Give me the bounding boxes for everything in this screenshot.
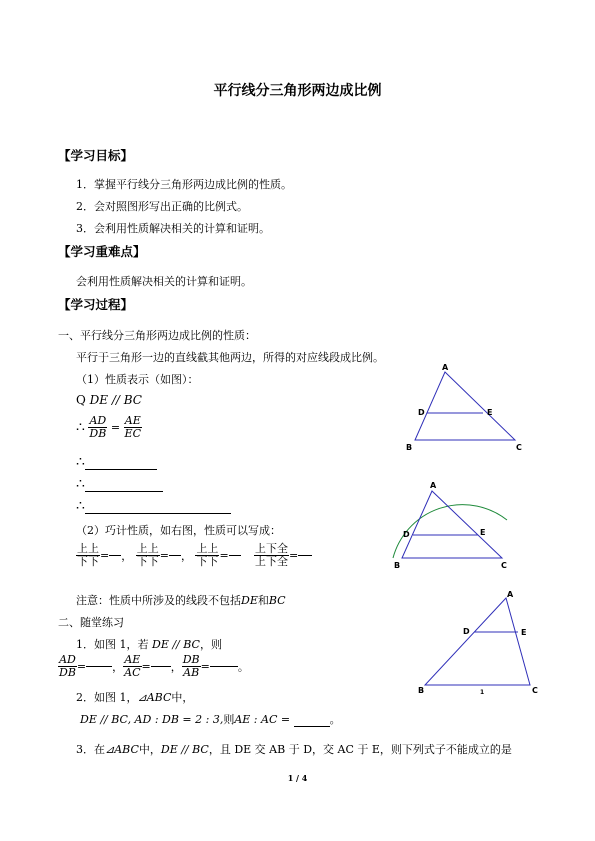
question-2-condition	[80, 711, 341, 727]
q3-b: 中，	[138, 743, 161, 756]
label-c: C	[516, 443, 522, 452]
q2-condition: DE // BC, AD : DB = 2 : 3,	[80, 713, 224, 726]
q2-triangle: ⊿ABC	[137, 691, 172, 704]
memory-formula-4	[254, 543, 312, 568]
section-1-title: 一、平行线分三角形两边成比例的性质：	[58, 329, 256, 342]
q2-text: 2．如图 1，	[76, 691, 138, 704]
answer-blank[interactable]	[109, 555, 121, 556]
therefore-symbol: ∴	[76, 454, 85, 470]
question-1	[76, 636, 222, 652]
equals-sign: =	[200, 660, 210, 673]
q2-ze: 则	[223, 713, 235, 726]
label-a: A	[430, 481, 437, 490]
label-d: D	[463, 627, 470, 636]
blank-line-1	[76, 454, 157, 470]
page-number: 1 / 4	[287, 773, 308, 783]
label-e: E	[487, 408, 493, 417]
q3-c: ，且 DE 交 AB 于 D，交 AC 于 E，则下列式子不能成立的是	[208, 743, 512, 756]
equals-sign: =	[159, 549, 169, 562]
frac-numerator: 上下全	[255, 542, 288, 555]
proportion-line	[76, 415, 142, 440]
goals-heading: 【学习目标】	[58, 148, 134, 163]
memory-frac-2	[136, 543, 160, 568]
label-c: C	[501, 561, 507, 570]
page-title: 平行线分三角形两边成比例	[213, 83, 382, 99]
frac-denominator: AC	[124, 666, 141, 679]
frac-denominator: AB	[183, 666, 200, 679]
equals-sign: =	[110, 421, 121, 434]
process-heading: 【学习过程】	[58, 297, 134, 312]
frac-numerator: 上上	[136, 542, 159, 555]
q3-condition: DE // BC	[160, 743, 209, 756]
triangle-abc	[425, 598, 530, 685]
question-1-blanks	[58, 654, 249, 679]
figure-caption: 1	[480, 689, 485, 696]
goal-item-1: 1．掌握平行线分三角形两边成比例的性质。	[76, 178, 292, 191]
therefore-symbol: ∴	[76, 419, 85, 436]
therefore-symbol: ∴	[76, 498, 85, 514]
frac-denominator: 上下全	[255, 555, 288, 568]
goal-item-3: 3．会利用性质解决相关的计算和证明。	[76, 222, 270, 235]
q1-frac-ad-db	[58, 654, 77, 679]
goal-item-2: 2．会对照图形写出正确的比例式。	[76, 200, 248, 213]
figure-triangle-2	[385, 478, 535, 576]
frac-numerator: 上上	[77, 542, 99, 555]
answer-blank[interactable]	[210, 666, 238, 667]
key-text: 会利用性质解决相关的计算和证明。	[76, 275, 252, 288]
answer-blank[interactable]	[85, 469, 157, 470]
note-de: DE	[241, 594, 258, 607]
label-e: E	[521, 628, 527, 637]
arc-mnemonic	[393, 505, 507, 558]
equals-sign: =	[289, 549, 299, 562]
label-d: D	[403, 530, 410, 539]
note-and: 和	[257, 594, 269, 607]
answer-blank[interactable]	[169, 555, 181, 556]
q3-a: 3．在	[76, 743, 105, 756]
note-prefix: 注意：性质中所涉及的线段不包括	[76, 594, 241, 607]
equals-sign: =	[76, 660, 87, 673]
q1-then: ，则	[199, 638, 222, 651]
blank-line-3	[76, 498, 231, 514]
frac-denominator: 下下	[136, 555, 159, 568]
label-b: B	[418, 686, 425, 695]
answer-blank[interactable]	[229, 555, 241, 556]
label-d: D	[418, 408, 425, 417]
comma: ，	[170, 660, 182, 674]
period: 。	[237, 660, 249, 674]
q2-ask: AE : AC =	[234, 713, 291, 726]
frac-denominator: DB	[89, 427, 107, 440]
frac-numerator: AE	[124, 653, 141, 666]
frac-numerator: DB	[182, 653, 200, 666]
label-b: B	[394, 561, 401, 570]
triangle-abc	[415, 372, 515, 440]
comma: ，	[112, 660, 124, 674]
triangle-abc	[402, 491, 502, 558]
key-heading: 【学习重难点】	[58, 244, 146, 259]
note	[76, 592, 286, 608]
q1-text: 1．如图 1，若	[76, 638, 149, 651]
answer-blank[interactable]	[294, 726, 330, 727]
memory-frac-1	[76, 543, 100, 568]
question-2	[76, 689, 193, 705]
equals-sign: =	[141, 660, 151, 673]
answer-blank[interactable]	[151, 666, 171, 667]
figure-triangle-3	[410, 588, 550, 698]
label-a: A	[507, 590, 514, 599]
given-line	[76, 393, 142, 407]
q2-zhong: 中，	[171, 691, 194, 704]
equals-sign: =	[219, 549, 229, 562]
question-3	[76, 741, 512, 757]
q3-triangle: ⊿ABC	[105, 743, 139, 756]
q1-frac-db-ab	[182, 654, 201, 679]
given-parallel: DE // BC	[89, 393, 142, 407]
frac-denominator: EC	[124, 427, 141, 440]
label-b: B	[406, 443, 413, 452]
period: 。	[329, 713, 341, 726]
comma: ，	[180, 549, 192, 563]
practice-heading: 二、随堂练习	[58, 616, 124, 629]
label-a: A	[442, 363, 449, 372]
comma: ，	[121, 549, 133, 563]
fraction-ad-db	[88, 415, 107, 440]
clever-memory: （2）巧计性质，如右图，性质可以写成：	[76, 524, 281, 537]
frac-numerator: AD	[89, 414, 107, 427]
q1-condition: DE // BC	[152, 638, 200, 651]
label-e: E	[480, 528, 486, 537]
equals-sign: =	[100, 549, 110, 562]
answer-blank[interactable]	[85, 513, 231, 514]
property-representation: （1）性质表示（如图）：	[76, 373, 199, 386]
answer-blank[interactable]	[298, 555, 312, 556]
memory-formulas	[76, 543, 241, 568]
memory-frac-4	[254, 543, 289, 568]
q1-frac-ae-ac	[123, 654, 141, 679]
frac-numerator: AE	[124, 414, 141, 427]
answer-blank[interactable]	[86, 666, 112, 667]
because-symbol: Q	[76, 393, 86, 407]
note-bc: BC	[268, 594, 286, 607]
frac-numerator: 上上	[196, 542, 219, 555]
frac-denominator: DB	[59, 666, 76, 679]
blank-line-2	[76, 476, 163, 492]
fraction-ae-ec	[124, 415, 142, 440]
frac-denominator: 下下	[196, 555, 219, 568]
answer-blank[interactable]	[85, 491, 163, 492]
label-c: C	[532, 686, 538, 695]
property-definition: 平行于三角形一边的直线截其他两边，所得的对应线段成比例。	[76, 351, 384, 364]
memory-frac-3	[195, 543, 219, 568]
frac-numerator: AD	[59, 653, 76, 666]
therefore-symbol: ∴	[76, 476, 85, 492]
frac-denominator: 下下	[77, 555, 99, 568]
figure-triangle-1	[395, 360, 535, 455]
